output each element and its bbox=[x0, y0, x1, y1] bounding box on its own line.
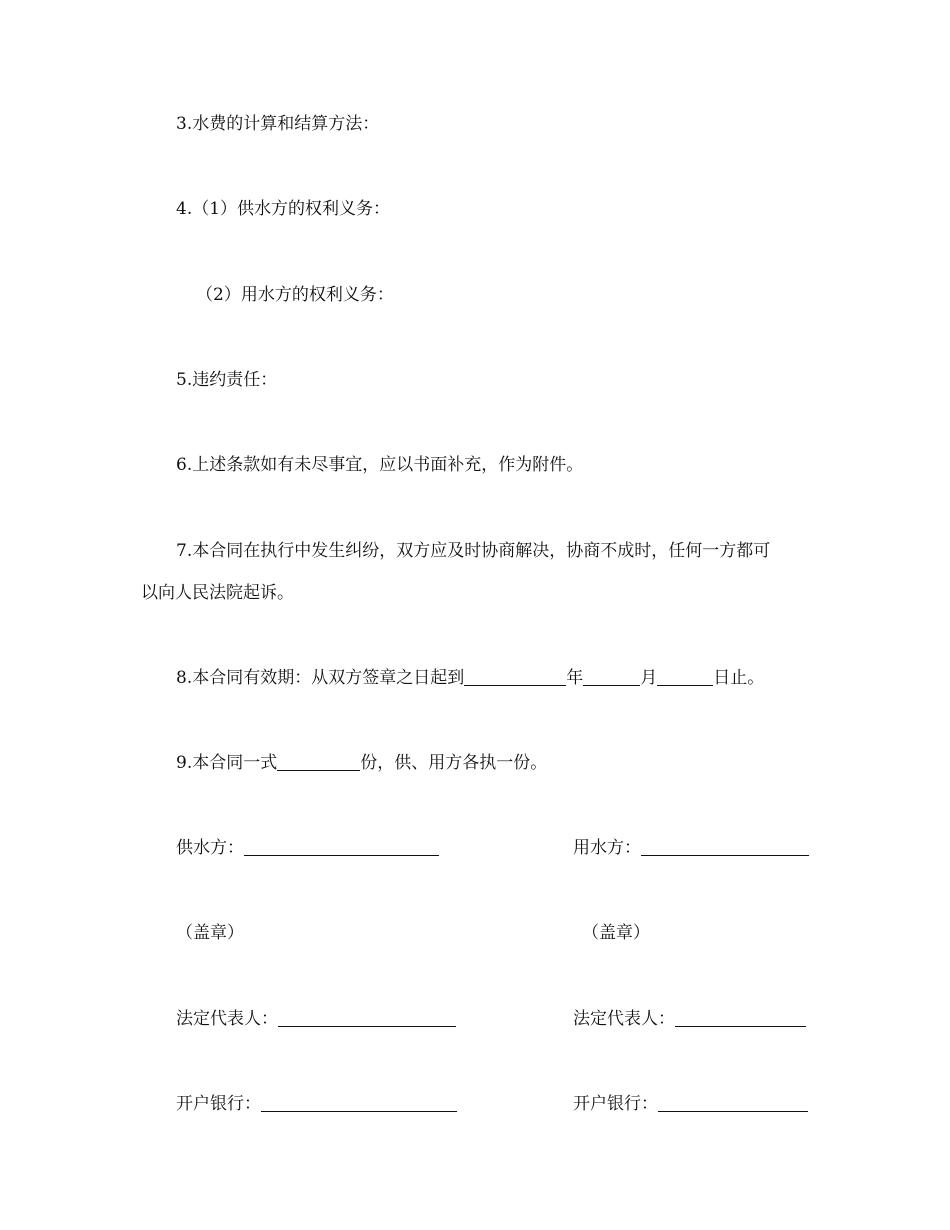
clause-8-prefix: 8.本合同有效期：从双方签章之日起到 bbox=[176, 668, 465, 688]
bank-right-blank[interactable] bbox=[658, 1093, 808, 1112]
bank-left-row bbox=[176, 1092, 457, 1116]
clause-9-suffix: 份，供、用方各执一份。 bbox=[360, 753, 548, 773]
supplier-blank[interactable] bbox=[244, 837, 439, 856]
bank-right-row bbox=[573, 1092, 808, 1116]
seal-right: （盖章） bbox=[582, 923, 650, 943]
clause-3: 3.水费的计算和结算方法： bbox=[176, 114, 380, 134]
bank-right-label: 开户银行： bbox=[573, 1094, 658, 1114]
bank-left-blank[interactable] bbox=[261, 1093, 457, 1112]
clause-8 bbox=[176, 666, 764, 690]
legal-rep-left-label: 法定代表人： bbox=[176, 1009, 278, 1029]
copies-blank[interactable] bbox=[277, 752, 360, 771]
legal-rep-right-blank[interactable] bbox=[675, 1008, 806, 1027]
clause-6: 6.上述条款如有未尽事宜，应以书面补充，作为附件。 bbox=[176, 455, 584, 475]
bank-left-label: 开户银行： bbox=[176, 1094, 261, 1114]
user-blank[interactable] bbox=[641, 837, 809, 856]
clause-7-line-2: 以向人民法院起诉。 bbox=[141, 583, 294, 603]
clause-9-prefix: 9.本合同一式 bbox=[176, 753, 278, 773]
month-label: 月 bbox=[640, 668, 658, 688]
day-blank[interactable] bbox=[657, 667, 713, 686]
supplier-row bbox=[176, 836, 439, 860]
user-row bbox=[573, 836, 809, 860]
user-label: 用水方： bbox=[573, 838, 641, 858]
day-label: 日止。 bbox=[713, 668, 765, 688]
clause-5: 5.违约责任： bbox=[176, 370, 278, 390]
supplier-label: 供水方： bbox=[176, 838, 244, 858]
clause-4-1: 4.（1）供水方的权利义务： bbox=[176, 199, 391, 219]
clause-9 bbox=[176, 751, 547, 775]
seal-left: （盖章） bbox=[176, 923, 244, 943]
clause-7-line-1: 7.本合同在执行中发生纠纷，双方应及时协商解决，协商不成时，任何一方都可 bbox=[176, 541, 771, 561]
legal-rep-left-row bbox=[176, 1007, 456, 1031]
month-blank[interactable] bbox=[583, 667, 640, 686]
legal-rep-left-blank[interactable] bbox=[278, 1008, 456, 1027]
legal-rep-right-row bbox=[573, 1007, 806, 1031]
year-blank[interactable] bbox=[464, 667, 566, 686]
year-label: 年 bbox=[566, 668, 584, 688]
legal-rep-right-label: 法定代表人： bbox=[573, 1009, 675, 1029]
clause-4-2: （2）用水方的权利义务： bbox=[196, 285, 394, 305]
